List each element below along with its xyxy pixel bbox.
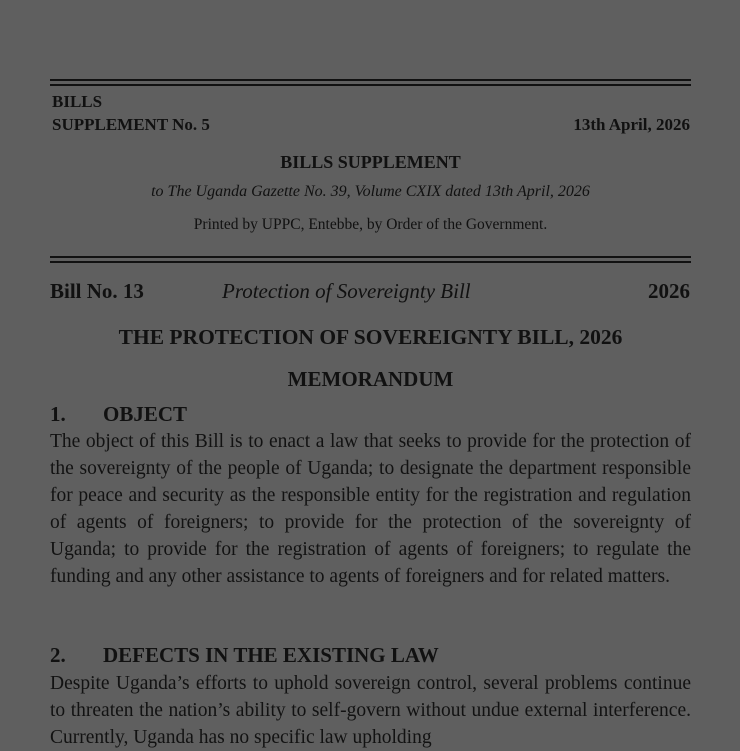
header-bottom-rule	[50, 256, 691, 258]
section-title: DEFECTS IN THE EXISTING LAW	[103, 643, 439, 667]
section-heading	[50, 643, 439, 668]
section-body: The object of this Bill is to enact a law that seeks to provide for the protection of the sovereignty of the people of Uganda; to designate the department responsible for peace and security as the responsible entity for the registration and regulation of agents of foreigners; to provide for the protection of the sovereignty of Uganda; to provide for the registration of agents of foreigners; to regulate the funding and any other assistance to agents of foreigners and for related matters.	[50, 431, 691, 587]
bill-short-title: Protection of Sovereignty Bill	[222, 279, 471, 303]
section-number: 2.	[50, 643, 66, 667]
section-number: 1.	[50, 402, 66, 426]
header-bottom-rule-2	[50, 261, 691, 263]
bill-number: Bill No. 13	[50, 279, 144, 303]
header-top-rule-2	[50, 84, 691, 86]
bill-full-title: THE PROTECTION OF SOVEREIGNTY BILL, 2026	[118, 325, 623, 349]
memorandum-heading: MEMORANDUM	[287, 367, 454, 391]
printer-note: Printed by UPPC, Entebbe, by Order of the Government.	[193, 216, 548, 233]
header-top-rule	[50, 79, 691, 81]
gazette-date: 13th April, 2026	[573, 115, 690, 134]
gazette-reference: to The Uganda Gazette No. 39, Volume CXIX dated 13th April, 2026	[151, 183, 590, 200]
section-body: Despite Uganda’s efforts to uphold sovereign control, several problems continue to threaten the nation’s ability to self-govern without undue external interference. Currently, Uganda has no specific law upholding	[50, 673, 691, 748]
supplement-title: BILLS SUPPLEMENT	[280, 152, 461, 172]
series-line-2: SUPPLEMENT No. 5	[52, 115, 210, 134]
section-heading	[50, 402, 187, 427]
section-title: OBJECT	[103, 402, 188, 426]
series-line-1: BILLS	[52, 92, 103, 111]
bill-year: 2026	[648, 279, 690, 303]
